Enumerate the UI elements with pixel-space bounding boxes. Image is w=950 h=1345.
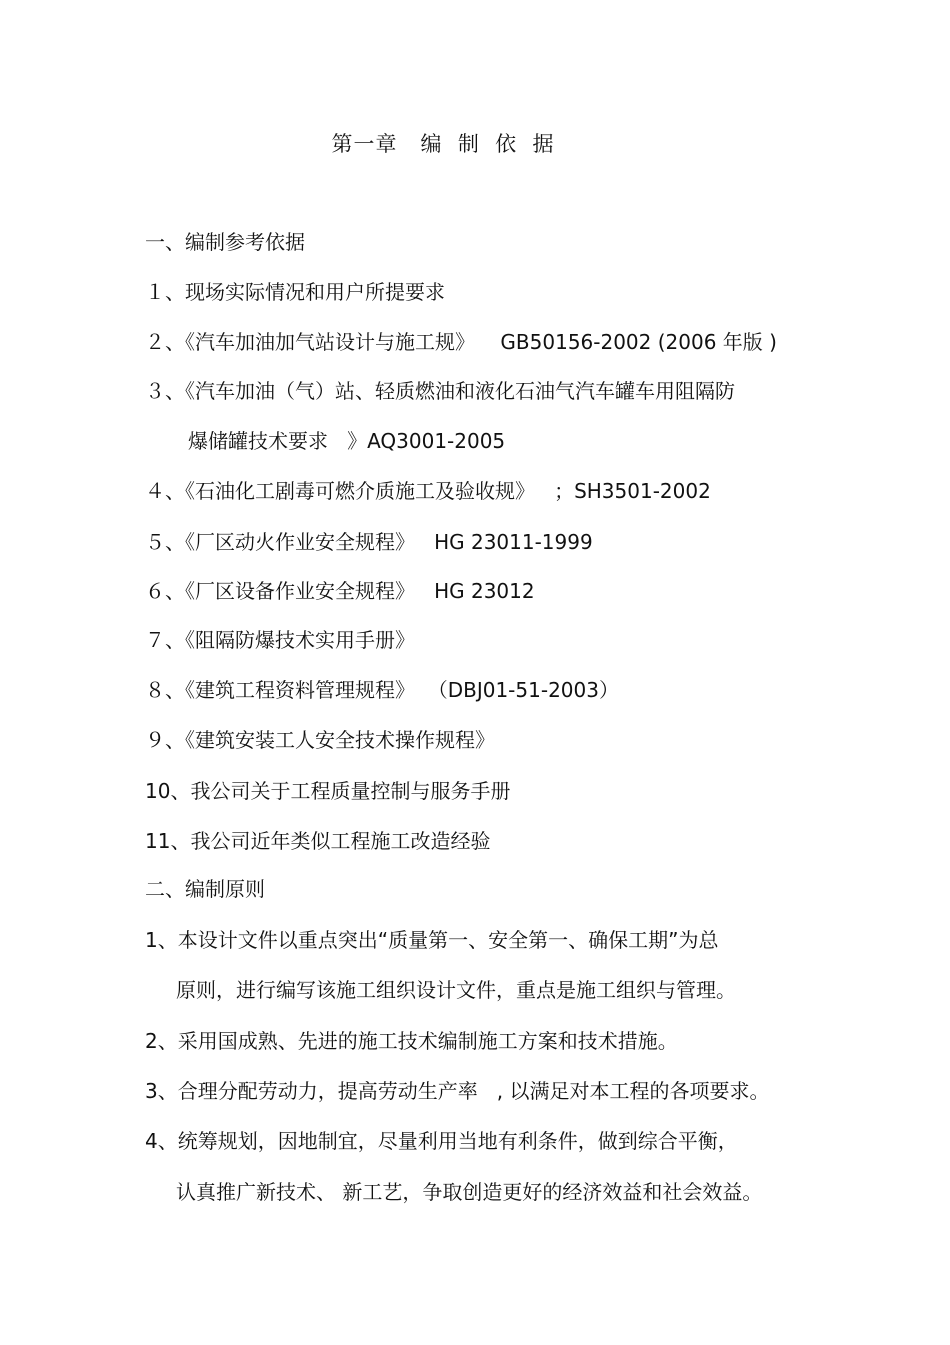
section-heading-references: 一、编制参考依据	[145, 230, 305, 254]
principle-item-2: 2、采用国成熟、先进的施工技术编制施工方案和技术措施。	[145, 1029, 678, 1053]
reference-item-11: 11、我公司近年类似工程施工改造经验	[145, 829, 491, 853]
principle-item-3: 3、合理分配劳动力，提高劳动生产率 , 以满足对本工程的各项要求。	[145, 1079, 770, 1103]
reference-item-10: 10、我公司关于工程质量控制与服务手册	[145, 779, 511, 803]
reference-item-3: ３、《汽车加油（气）站、轻质燃油和液化石油气汽车罐车用阻隔防	[145, 379, 735, 403]
reference-item-6: ６、《厂区设备作业安全规程》 HG 23012	[145, 579, 535, 603]
principle-item-4-continuation: 认真推广新技术、 新工艺，争取创造更好的经济效益和社会效益。	[176, 1180, 763, 1204]
reference-item-9: ９、《建筑安装工人安全技术操作规程》	[145, 728, 495, 752]
principle-item-1-continuation: 原则，进行编写该施工组织设计文件，重点是施工组织与管理。	[176, 978, 736, 1002]
chapter-title: 第一章 编 制 依 据	[331, 132, 555, 156]
principle-item-4: 4、统筹规划，因地制宜，尽量利用当地有利条件，做到综合平衡，	[145, 1129, 738, 1153]
reference-item-5: ５、《厂区动火作业安全规程》 HG 23011-1999	[145, 530, 593, 554]
reference-item-7: ７、《阻隔防爆技术实用手册》	[145, 628, 415, 652]
reference-item-8: ８、《建筑工程资料管理规程》 （DBJ01-51-2003）	[145, 678, 619, 702]
principle-item-1: 1、本设计文件以重点突出“质量第一、安全第一、确保工期”为总	[145, 928, 719, 952]
reference-item-1: １、现场实际情况和用户所提要求	[145, 280, 445, 304]
reference-item-3-continuation: 爆储罐技术要求 》AQ3001-2005	[188, 429, 506, 453]
section-heading-principles: 二、编制原则	[145, 877, 265, 901]
reference-item-4: ４、《石油化工剧毒可燃介质施工及验收规》 ；SH3501-2002	[145, 479, 711, 503]
reference-item-2: ２、《汽车加油加气站设计与施工规》 GB50156-2002 (2006 年版 )	[145, 330, 777, 354]
